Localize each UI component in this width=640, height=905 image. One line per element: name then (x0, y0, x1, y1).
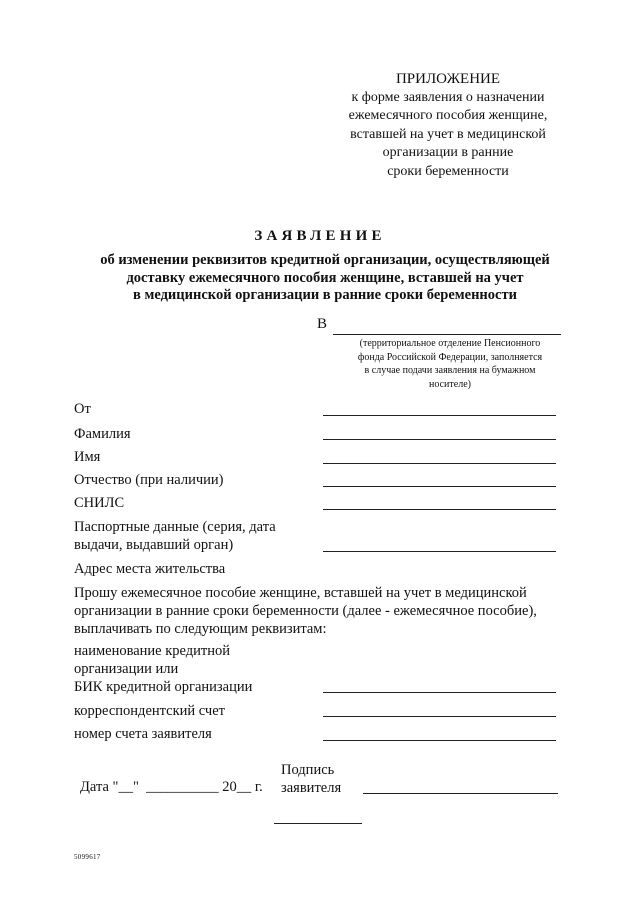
field-line-corr-account (323, 716, 556, 717)
appendix-line: к форме заявления о назначении (351, 89, 545, 105)
field-line-from (323, 415, 556, 416)
label-bank-name-line: организации или (74, 661, 179, 677)
label-corr-account: корреспондентский счет (74, 703, 225, 719)
appendix-line: сроки беременности (387, 163, 509, 179)
recipient-line (333, 334, 561, 335)
label-bank-name-line: БИК кредитной организации (74, 679, 253, 695)
recipient-note-line: носителе) (429, 378, 471, 390)
label-bank-name (74, 642, 252, 696)
document-title: ЗАЯВЛЕНИЕ (254, 228, 386, 244)
field-line-snils (323, 509, 556, 510)
request-line: выплачивать по следующим реквизитам: (74, 621, 327, 637)
label-passport (74, 518, 276, 554)
label-bank-name-line: наименование кредитной (74, 643, 231, 659)
label-account-number: номер счета заявителя (74, 726, 212, 742)
field-line-name (323, 463, 556, 464)
appendix-line: вставшей на учет в медицинской (350, 126, 546, 142)
recipient-prefix: В (317, 316, 328, 332)
recipient-note-line: фонда Российской Федерации, заполняется (357, 351, 543, 363)
label-name: Имя (74, 449, 101, 465)
label-passport-line: выдачи, выдавший орган) (74, 537, 234, 553)
field-line-bank-name (323, 692, 556, 693)
subtitle-line: об изменении реквизитов кредитной организации, осуществляющей (100, 252, 550, 268)
label-passport-line: Паспортные данные (серия, дата (74, 519, 276, 535)
field-line-surname (323, 439, 556, 440)
label-from: От (74, 401, 91, 417)
document-code: 5099617 (74, 853, 101, 861)
signature-line (363, 793, 558, 794)
appendix-line: организации в ранние (382, 145, 514, 161)
label-patronymic: Отчество (при наличии) (74, 472, 224, 488)
appendix-heading: ПРИЛОЖЕНИЕ (395, 71, 501, 87)
field-line-account-number (323, 740, 556, 741)
signature-label (281, 761, 371, 797)
appendix-line: ежемесячного пособия женщине, (348, 108, 548, 124)
signature-label-line: Подпись (281, 762, 335, 778)
request-line: Прошу ежемесячное пособие женщине, вставшей на учет в медицинской (74, 585, 527, 601)
recipient-note-line: (территориальное отделение Пенсионного (359, 338, 541, 349)
date-field: Дата "__" __________ 20__ г. (80, 779, 263, 795)
field-line-passport (323, 551, 556, 552)
label-surname: Фамилия (74, 426, 131, 442)
document-subtitle (70, 252, 580, 305)
appendix-block (330, 70, 566, 182)
signature-label-line: заявителя (281, 780, 342, 796)
subtitle-line: доставку ежемесячного пособия женщине, вставшей на учет (126, 269, 524, 286)
field-line-patronymic (323, 486, 556, 487)
separator-line (274, 823, 362, 824)
subtitle-line: в медицинской организации в ранние сроки беременности (133, 287, 517, 303)
recipient-note (336, 337, 564, 391)
label-address: Адрес места жительства (74, 561, 226, 577)
recipient-note-line: в случае подачи заявления на бумажном (364, 365, 536, 376)
request-line: организации в ранние сроки беременности (далее - ежемесячное пособие), (74, 603, 537, 619)
label-snils: СНИЛС (74, 495, 125, 511)
request-paragraph (74, 584, 564, 638)
